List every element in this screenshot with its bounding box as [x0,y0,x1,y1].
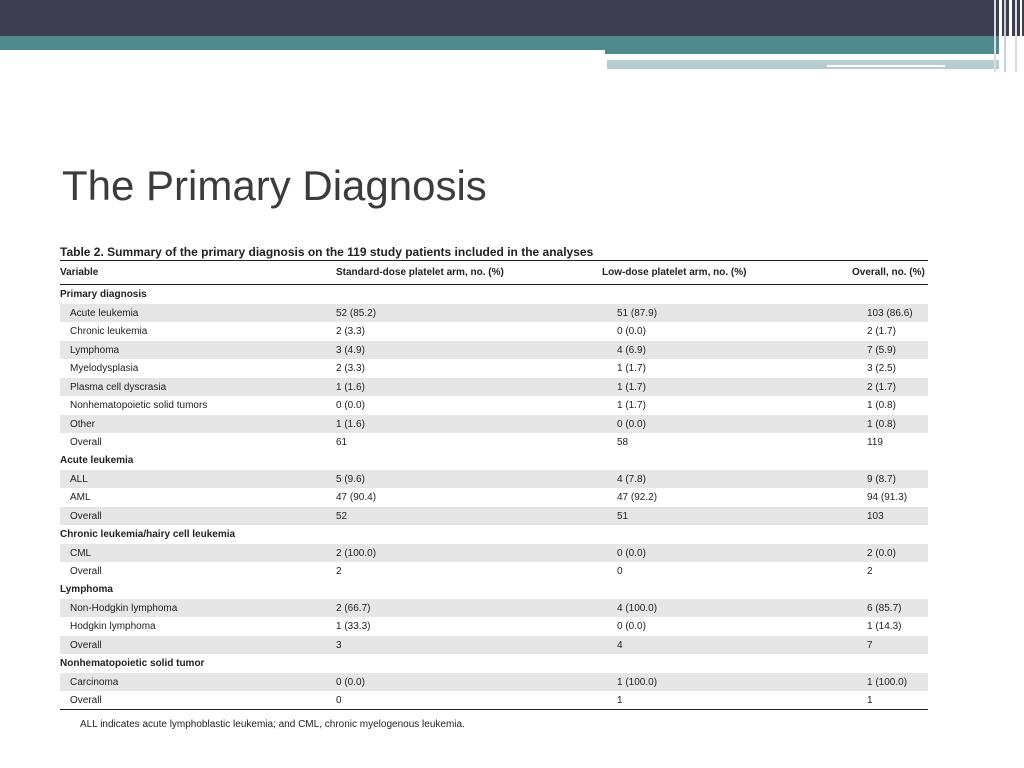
low-dose-value: 0 [617,565,623,577]
decorative-vertical-lines [994,0,1024,72]
table-section-row [60,451,928,470]
overall-value: 103 [810,507,928,526]
section-label: Chronic leukemia/hairy cell leukemia [60,528,236,540]
table-section-row [60,654,928,673]
standard-dose-value: 2 (3.3) [336,325,365,337]
standard-dose-value: 1 (1.6) [286,415,552,434]
overall-value: 1 [810,691,928,710]
row-label: Plasma cell dyscrasia [60,378,286,397]
low-dose-value: 0 (0.0) [552,544,810,563]
header-variable: Variable [60,261,286,285]
row-label: CML [60,544,286,563]
overall-value: 2 [867,565,873,577]
low-dose-value: 4 (6.9) [552,341,810,360]
accent-stripe [0,36,1000,46]
overall-value: 119 [867,436,883,448]
low-dose-value: 47 (92.2) [617,491,658,503]
low-dose-value: 51 (87.9) [552,304,810,323]
table-section-row [60,580,928,599]
row-label: Overall [60,507,286,526]
low-dose-value: 4 (7.8) [552,470,810,489]
table-header-row [60,261,928,285]
table-row [60,691,928,710]
low-dose-value: 0 (0.0) [617,620,646,632]
row-label: Lymphoma [60,341,286,360]
standard-dose-value: 0 (0.0) [286,673,552,692]
row-label: Overall [60,691,286,710]
low-dose-value: 1 (1.7) [552,378,810,397]
overall-value: 2 (0.0) [810,544,928,563]
standard-dose-value: 47 (90.4) [336,491,377,503]
row-label: Other [60,415,286,434]
row-label: Carcinoma [60,673,286,692]
overall-value: 1 (100.0) [810,673,928,692]
table-row [60,488,928,507]
section-label: Nonhematopoietic solid tumor [60,657,205,669]
row-label: Nonhematopoietic solid tumors [70,399,208,411]
overall-value: 9 (8.7) [810,470,928,489]
accent-divider [607,56,947,59]
table-row [60,359,928,378]
header-overall: Overall, no. (%) [810,261,928,285]
accent-divider-small [827,65,945,67]
overall-value: 1 (0.8) [810,415,928,434]
header-standard-dose: Standard-dose platelet arm, no. (%) [286,261,552,285]
low-dose-value: 4 (100.0) [552,599,810,618]
overall-value: 3 (2.5) [867,362,896,374]
row-label: Hodgkin lymphoma [70,620,156,632]
diagnosis-table [60,260,928,710]
table-row [60,396,928,415]
table-row [60,507,928,526]
standard-dose-value: 3 (4.9) [286,341,552,360]
overall-value: 103 (86.6) [810,304,928,323]
row-label: Overall [60,636,286,655]
standard-dose-value: 0 (0.0) [336,399,365,411]
section-label: Lymphoma [60,583,113,595]
standard-dose-value: 5 (9.6) [286,470,552,489]
low-dose-value: 51 [552,507,810,526]
overall-value: 7 [810,636,928,655]
table-section-row [60,525,928,544]
table-section-row [60,285,928,304]
standard-dose-value: 1 (33.3) [336,620,371,632]
table-row [60,636,928,655]
row-label: AML [70,491,91,503]
table-row [60,341,928,360]
overall-value: 2 (1.7) [810,378,928,397]
table-row [60,673,928,692]
overall-value: 2 (1.7) [867,325,896,337]
table-row [60,304,928,323]
row-label: Acute leukemia [60,304,286,323]
low-dose-value: 0 (0.0) [617,325,646,337]
table-row [60,544,928,563]
row-label: Myelodysplasia [70,362,139,374]
diagnosis-table-container [60,244,928,730]
standard-dose-value: 52 [286,507,552,526]
table-row [60,415,928,434]
standard-dose-value: 2 (3.3) [336,362,365,374]
table-row [60,562,928,580]
low-dose-value: 58 [617,436,629,448]
standard-dose-value: 0 [286,691,552,710]
table-row [60,470,928,489]
header-low-dose: Low-dose platelet arm, no. (%) [552,261,810,285]
overall-value: 6 (85.7) [810,599,928,618]
table-row [60,433,928,451]
low-dose-value: 1 (1.7) [617,362,646,374]
row-label: ALL [60,470,286,489]
table-row [60,378,928,397]
row-label: Overall [70,436,102,448]
low-dose-value: 0 (0.0) [552,415,810,434]
table-body [60,285,928,710]
row-label: Non-Hodgkin lymphoma [60,599,286,618]
header-bar [0,0,1024,36]
table-caption: Table 2. Summary of the primary diagnosis on the 119 study patients included in the analyses [60,245,594,259]
overall-value: 7 (5.9) [810,341,928,360]
low-dose-value: 1 (100.0) [552,673,810,692]
standard-dose-value: 61 [336,436,348,448]
section-label: Acute leukemia [60,454,134,466]
table-row [60,322,928,341]
overall-value: 94 (91.3) [867,491,908,503]
table-row [60,599,928,618]
standard-dose-value: 2 [336,565,342,577]
standard-dose-value: 2 (100.0) [286,544,552,563]
standard-dose-value: 3 [286,636,552,655]
table-footnote: ALL indicates acute lymphoblastic leukemia; and CML, chronic myelogenous leukemia. [80,719,465,730]
overall-value: 1 (0.8) [867,399,896,411]
standard-dose-value: 2 (66.7) [286,599,552,618]
slide-title: The Primary Diagnosis [62,162,487,209]
low-dose-value: 4 [552,636,810,655]
low-dose-value: 1 (1.7) [617,399,646,411]
standard-dose-value: 1 (1.6) [286,378,552,397]
accent-stripe-left [0,46,605,50]
standard-dose-value: 52 (85.2) [286,304,552,323]
overall-value: 1 (14.3) [867,620,902,632]
table-row [60,617,928,636]
low-dose-value: 1 [552,691,810,710]
row-label: Overall [70,565,102,577]
accent-stripe-right [605,46,1000,54]
row-label: Chronic leukemia [70,325,148,337]
section-label: Primary diagnosis [60,288,147,300]
